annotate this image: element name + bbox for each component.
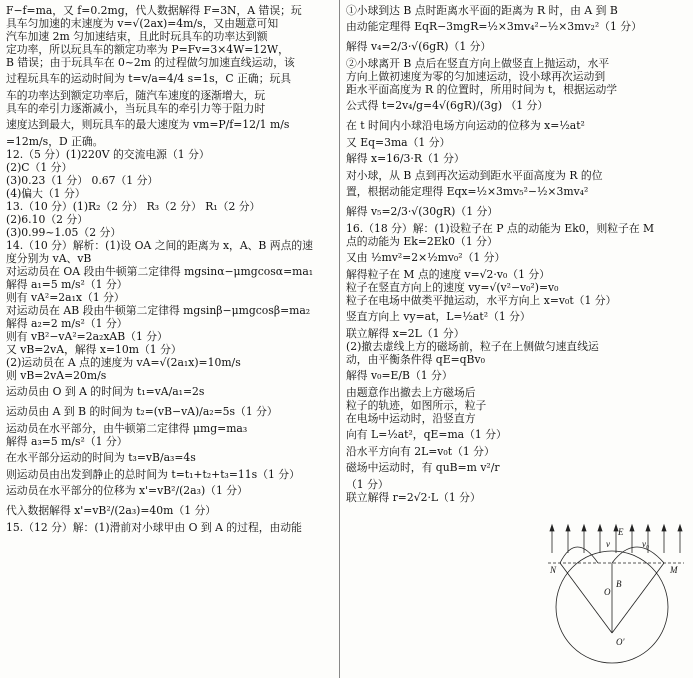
text-line: 汽车加速 2m 匀加速结束，且此时玩具车的功率达到额 [6,30,268,43]
text-line: 磁场中运动时，有 quB=m v²/r [346,461,500,474]
text-line: 方向上做初速度为零的匀加速运动，设小球再次运动到 [346,70,606,83]
parabola-arc-right [612,547,664,563]
text-line: 置，根据动能定理得 Eqx=½×3mv₅²−½×3mv₄² [346,185,589,198]
arrow-icon [582,525,586,531]
text-line: (4)偏大（1 分） [6,187,86,200]
text-line: ①小球到达 B 点时距离水平面的距离为 R 时，由 A 到 B [346,4,618,17]
text-line: 粒子的轨迹，如图所示，粒子 [346,399,487,412]
text-line: (2)6.10（2 分） [6,213,89,226]
text-line: 运动员在水平部分的位移为 x'=vB²/(2a₃)（1 分） [6,484,248,497]
text-line: 竖直方向上 vy=at，L=½at²（1 分） [346,310,531,323]
text-line: 在电场中运动时，沿竖直方 [346,412,476,425]
text-line: (3)0.99~1.05（2 分） [6,226,122,239]
arrow-icon [646,525,650,531]
text-line: 又 Eq=3ma（1 分） [346,136,451,149]
text-line: 解得 a₂=2 m/s²（1 分） [6,317,128,330]
text-line: (2)撤去虚线上方的磁场前，粒子在上侧做匀速直线运 [346,340,599,353]
arrow-icon [678,525,682,531]
text-line: 车的功率达到额定功率后，随汽车速度的逐渐增大，玩 [6,89,266,102]
column-divider [339,0,340,678]
arrow-icon [630,525,634,531]
text-line: 对小球，从 B 点到再次运动到距水平面高度为 R 的位 [346,169,603,182]
text-line: 解得 x=16/3·R（1 分） [346,152,465,165]
particle-trajectory-figure [546,523,686,678]
text-line: 向有 L=½at²，qE=ma（1 分） [346,428,507,441]
text-line: 动，由平衡条件得 qE=qBv₀ [346,353,485,366]
text-line: 则有 vB²−vA²=2a₂xAB（1 分） [6,330,168,343]
arrow-icon [550,525,554,531]
text-line: 解得 v₄=2/3·√(6gR)（1 分） [346,40,492,53]
text-line: 联立解得 x=2L（1 分） [346,327,465,340]
text-line: 在 t 时间内小球沿电场方向运动的位移为 x=½at² [346,119,585,132]
arrow-icon [598,525,602,531]
trajectory-diagram [546,523,686,678]
text-line: 联立解得 r=2√2·L（1 分） [346,491,481,504]
text-line: =12m/s，D 正确。 [6,135,104,148]
text-line: 在水平部分运动的时间为 t₃=vB/a₃=4s [6,451,196,464]
question-15-header: 15.（12 分）解：(1)滑前对小球甲由 O 到 A 的过程，由动能 [6,521,302,534]
text-line: 点的动能为 Ek=2Ek0（1 分） [346,235,498,248]
label-O: O [604,587,611,597]
text-line: （1 分） [346,478,389,491]
text-line: 对运动员在 AB 段由牛顿第二定律得 mgsinβ−μmgcosβ=ma₂ [6,304,311,317]
text-line: B 错误；由于玩具车在 0~2m 的过程做匀加速直线运动，该 [6,56,295,69]
text-line: 解得 v₀=E/B（1 分） [346,369,453,382]
text-line: 过程玩具车的运动时间为 t=v/a=4/4 s=1s，C 正确；玩具 [6,72,292,85]
label-B: B [616,579,622,589]
text-line: 又由 ½mv²=2×½mv₀²（1 分） [346,251,506,264]
left-column [6,4,336,676]
text-line: (3)0.23（1 分） 0.67（1 分） [6,174,159,187]
text-line: 速度达到最大，则玩具车的最大速度为 vm=P/f=12/1 m/s [6,118,290,131]
radius-line [560,563,612,633]
radius-line [612,563,664,633]
text-line: 运动员在水平部分，由牛顿第二定律得 μmg=ma₃ [6,422,248,435]
text-line: 度分别为 vA、vB [6,252,92,265]
text-line: 运动员由 A 到 B 的时间为 t₂=(vB−vA)/a₂=5s（1 分） [6,405,278,418]
text-line: (2)运动员在 A 点的速度为 vA=√(2a₁x)=10m/s [6,356,241,369]
text-line: 由动能定理得 EqR−3mgR=½×3mv₄²−½×3mv₂²（1 分） [346,20,642,33]
question-13-header: 13.（10 分）(1)R₂（2 分） R₃（2 分） R₁（2 分） [6,200,261,213]
text-line: ②小球离开 B 点后在竖直方向上做竖直上抛运动，水平 [346,57,610,70]
text-line: 粒子在竖直方向上的速度 vy=√(v²−v₀²)=v₀ [346,281,559,294]
text-line: (2)C（1 分） [6,161,73,174]
label-E: E [618,527,624,537]
text-line: 则 vB=2vA=20m/s [6,369,107,382]
label-M: M [670,565,678,575]
text-line: 沿水平方向有 2L=v₀t（1 分） [346,445,495,458]
text-line: 则有 vA²=2a₁x（1 分） [6,291,125,304]
text-line: 距水平面高度为 R 的位置时，所用时间为 t，根据运动学 [346,83,618,96]
text-line: 解得 a₁=5 m/s²（1 分） [6,278,128,291]
question-14-header: 14.（10 分）解析：(1)设 OA 之间的距离为 x，A、B 两点的速 [6,239,313,252]
arrow-icon [662,525,666,531]
label-O-prime: O' [616,637,625,647]
text-line: 运动员由 O 到 A 的时间为 t₁=vA/a₁=2s [6,385,205,398]
arrow-icon [566,525,570,531]
question-16-header: 16.（18 分）解：(1)设粒子在 P 点的动能为 Ek0，则粒子在 M [346,222,655,235]
text-line: 解得粒子在 M 点的速度 v=√2·v₀（1 分） [346,268,550,281]
question-12-header: 12.（5 分）(1)220V 的交流电源（1 分） [6,148,210,161]
label-N: N [550,565,557,575]
text-line: 具车匀加速的末速度为 v=√(2ax)=4m/s，又由题意可知 [6,17,279,30]
label-v0: v₀ [642,539,650,549]
text-line: 又 vB=2vA，解得 x=10m（1 分） [6,343,182,356]
label-v: v [606,539,610,549]
text-line: 解得 v₅=2/3·√(30gR)（1 分） [346,205,499,218]
text-line: 解得 a₃=5 m/s²（1 分） [6,435,128,448]
text-line: 粒子在电场中做类平抛运动，水平方向上 x=v₀t（1 分） [346,294,617,307]
text-line: 则运动员由出发到静止的总时间为 t=t₁+t₂+t₃=11s（1 分） [6,468,300,481]
text-line: F−f=ma，又 f=0.2mg，代人数据解得 F=3N，A 错误；玩 [6,4,302,17]
text-line: 公式得 t=2v₄/g=4√(6gR)/(3g) （1 分） [346,99,549,112]
text-line: 由题意作出撤去上方磁场后 [346,386,476,399]
text-line: 具车的牵引力逐渐减小，当玩具车的牵引力等于阻力时 [6,102,266,115]
text-line: 对运动员在 OA 段由牛顿第二定律得 mgsinα−μmgcosα=ma₁ [6,265,314,278]
text-line: 定功率，所以玩具车的额定功率为 P=Fv=3×4W=12W， [6,43,289,56]
text-line: 代入数据解得 x'=vB²/(2a₃)=40m（1 分） [6,504,217,517]
